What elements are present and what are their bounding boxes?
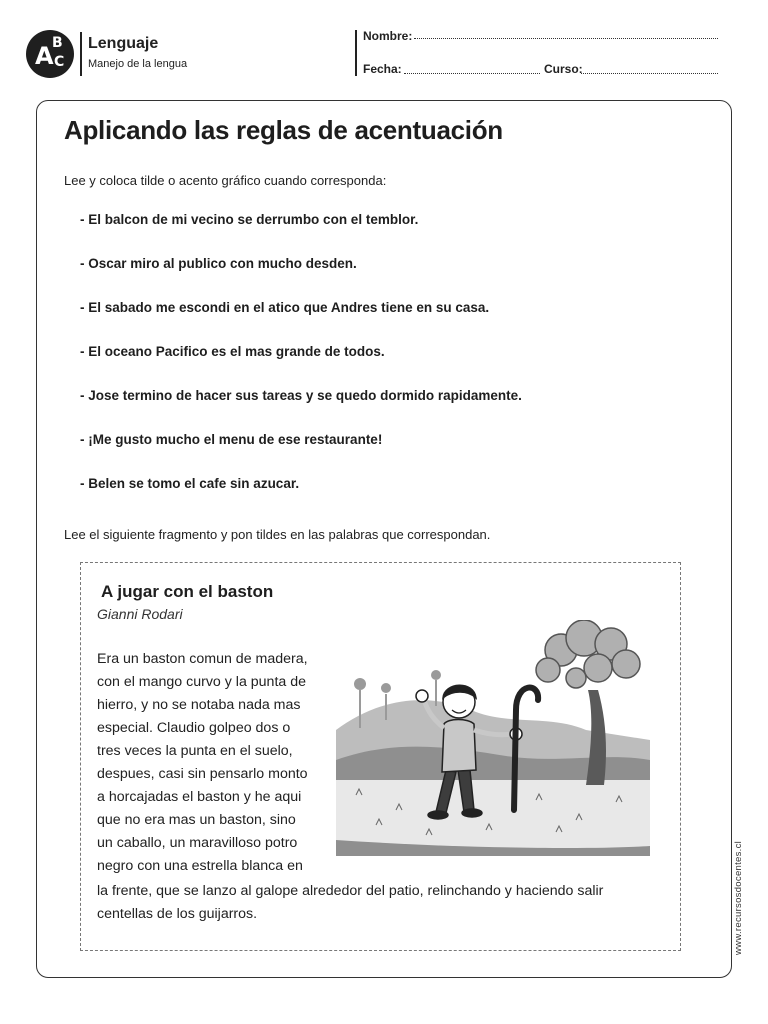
story-line: que no era mas un baston, sino <box>97 812 296 828</box>
abc-logo-icon <box>26 30 74 78</box>
story-title: A jugar con el baston <box>101 582 274 601</box>
story-line: despues, casi sin pensarlo monto <box>97 766 308 782</box>
sentence-4: - El oceano Pacifico es el mas grande de todos. <box>80 344 385 359</box>
sentence-7: - Belen se tomo el cafe sin azucar. <box>80 476 300 491</box>
instruction-1: Lee y coloca tilde o acento gráfico cuando corresponda: <box>64 173 387 188</box>
name-label: Nombre: <box>363 29 413 43</box>
page-title: Aplicando las reglas de acentuación <box>64 115 503 145</box>
sentence-1: - El balcon de mi vecino se derrumbo con el temblor. <box>80 212 419 227</box>
story-line: Era un baston comun de madera, <box>97 651 308 667</box>
story-line: un caballo, un maravilloso potro <box>97 835 298 851</box>
site-url: www.recursosdocentes.cl <box>733 840 744 955</box>
course-field[interactable] <box>581 72 718 74</box>
header-divider <box>80 32 82 76</box>
logo-letter-a: A <box>35 42 54 70</box>
sentence-3: - El sabado me escondi en el atico que Andres tiene en su casa. <box>80 300 490 315</box>
story-line: negro con una estrella blanca en <box>97 858 303 874</box>
course-label: Curso: <box>544 62 583 76</box>
boy-with-cane-illustration <box>336 620 650 856</box>
date-field[interactable] <box>404 72 540 74</box>
story-line: tres veces la punta en el suelo, <box>97 743 293 759</box>
subject-title: Lenguaje <box>88 35 159 52</box>
story-line: especial. Claudio golpeo dos o <box>97 720 291 736</box>
story-line: a horcajadas el baston y he aqui <box>97 789 302 805</box>
story-line: la frente, que se lanzo al galope alrededor del patio, relinchando y haciendo salir <box>97 883 604 899</box>
date-label: Fecha: <box>363 62 402 76</box>
story-author: Gianni Rodari <box>97 606 183 622</box>
logo-letter-c: C <box>54 54 65 70</box>
instruction-2: Lee el siguiente fragmento y pon tildes en las palabras que correspondan. <box>64 527 491 542</box>
story-line: hierro, y no se notaba nada mas <box>97 697 301 713</box>
story-line: con el mango curvo y la punta de <box>97 674 307 690</box>
story-line: centellas de los guijarros. <box>97 906 258 922</box>
form-divider <box>355 30 357 76</box>
logo-letter-b: B <box>52 35 63 51</box>
sentence-6: - ¡Me gusto mucho el menu de ese restaurante! <box>80 432 383 447</box>
sentence-5: - Jose termino de hacer sus tareas y se quedo dormido rapidamente. <box>80 388 522 403</box>
subject-subtitle: Manejo de la lengua <box>88 58 188 70</box>
name-field[interactable] <box>414 37 718 39</box>
sentence-2: - Oscar miro al publico con mucho desden. <box>80 256 357 271</box>
